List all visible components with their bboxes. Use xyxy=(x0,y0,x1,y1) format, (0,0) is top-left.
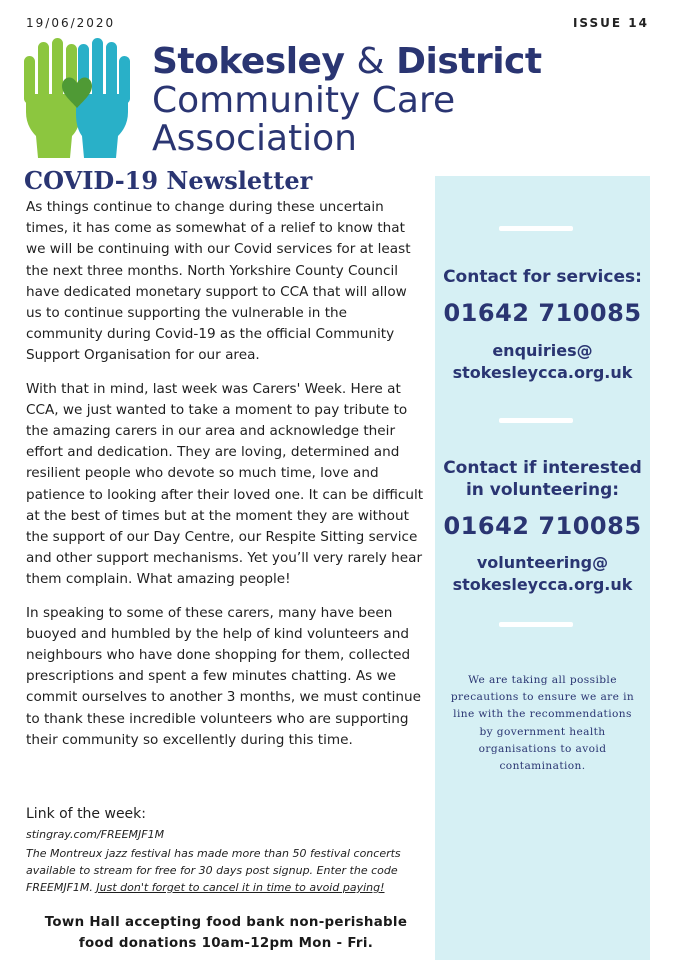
newsletter-title: COVID-19 Newsletter xyxy=(24,166,313,195)
link-warning-text: Just don't forget to cancel it in time to avoid paying! xyxy=(96,881,385,894)
link-of-week-heading: Link of the week: xyxy=(26,806,146,822)
article-paragraph: With that in mind, last week was Carers' Week. Here at CCA, we just wanted to take a moment to pay tribute to the amazing carers in our area and acknowledge their effort and dedication. They are loving, determined and resilient people who devote so much time, love and patience to looking after their loved one. It can be difficult at the best of times but at the moment they are without the support of our Day Centre, our Respite Sitting service and other support mechanisms. Yet you’ll very rarely hear them complain. What amazing people! xyxy=(26,380,424,588)
organisation-name xyxy=(152,42,542,158)
issue-date: 19/06/2020 xyxy=(26,16,116,30)
food-bank-line-2: food donations 10am-12pm Mon - Fri. xyxy=(78,936,374,951)
contact-sidebar xyxy=(435,176,650,960)
article-paragraph: As things continue to change during these uncertain times, it has come as somewhat of a relief to know that we will be continuing with our Covid services for at least the next three months. North Yorkshire County Council have dedicated monetary support to CCA that will allow us to continue supporting the vulnerable in the community during Covid-19 as the official Community Support Organisation for our area. xyxy=(26,199,411,364)
volunteer-email-line-2[interactable]: stokesleycca.org.uk xyxy=(452,575,633,594)
link-of-week-description xyxy=(26,845,426,896)
org-name-community-care: Community Care xyxy=(152,80,456,121)
volunteer-phone[interactable]: 01642 710085 xyxy=(443,512,642,540)
link-of-week-url[interactable]: stingray.com/FREEMJF1M xyxy=(26,828,165,841)
org-name-ampersand: & xyxy=(356,41,385,82)
link-description-text: The Montreux jazz festival has made more than 50 festival concerts available to stream for free for 30 days post signup. Enter the code FREEMJF1M. xyxy=(26,847,401,894)
volunteer-heading-line-2: in volunteering: xyxy=(465,480,620,500)
food-bank-notice xyxy=(26,912,426,954)
volunteer-heading-line-1: Contact if interested xyxy=(443,458,642,478)
org-name-association: Association xyxy=(152,118,357,159)
divider-bar xyxy=(499,622,573,627)
org-name-district: District xyxy=(396,41,542,82)
issue-number: ISSUE 14 xyxy=(572,16,649,30)
services-email-line-2[interactable]: stokesleycca.org.uk xyxy=(452,363,633,382)
divider-bar xyxy=(499,226,573,231)
food-bank-line-1: Town Hall accepting food bank non-perishable xyxy=(44,915,408,930)
services-email-line-1[interactable]: enquiries@ xyxy=(492,341,593,360)
divider-bar xyxy=(499,418,573,423)
services-phone[interactable]: 01642 710085 xyxy=(443,299,642,327)
article-body xyxy=(26,197,426,763)
services-heading: Contact for services: xyxy=(443,267,642,287)
precautions-note: We are taking all possible precautions to ensure we are in line with the recommendations by government health organisations to avoid contamination. xyxy=(450,674,635,773)
org-name-stokesley: Stokesley xyxy=(152,41,345,82)
hands-heart-logo-icon xyxy=(22,36,132,160)
volunteer-email-line-1[interactable]: volunteering@ xyxy=(476,553,609,572)
article-paragraph: In speaking to some of these carers, many have been buoyed and humbled by the help of kind volunteers and neighbours who have done shopping for them, collected prescriptions and spent a few minutes chatting. As we commit ourselves to another 3 months, we must continue to thank these incredible volunteers who are supporting their community so excellently during this time. xyxy=(26,604,422,748)
